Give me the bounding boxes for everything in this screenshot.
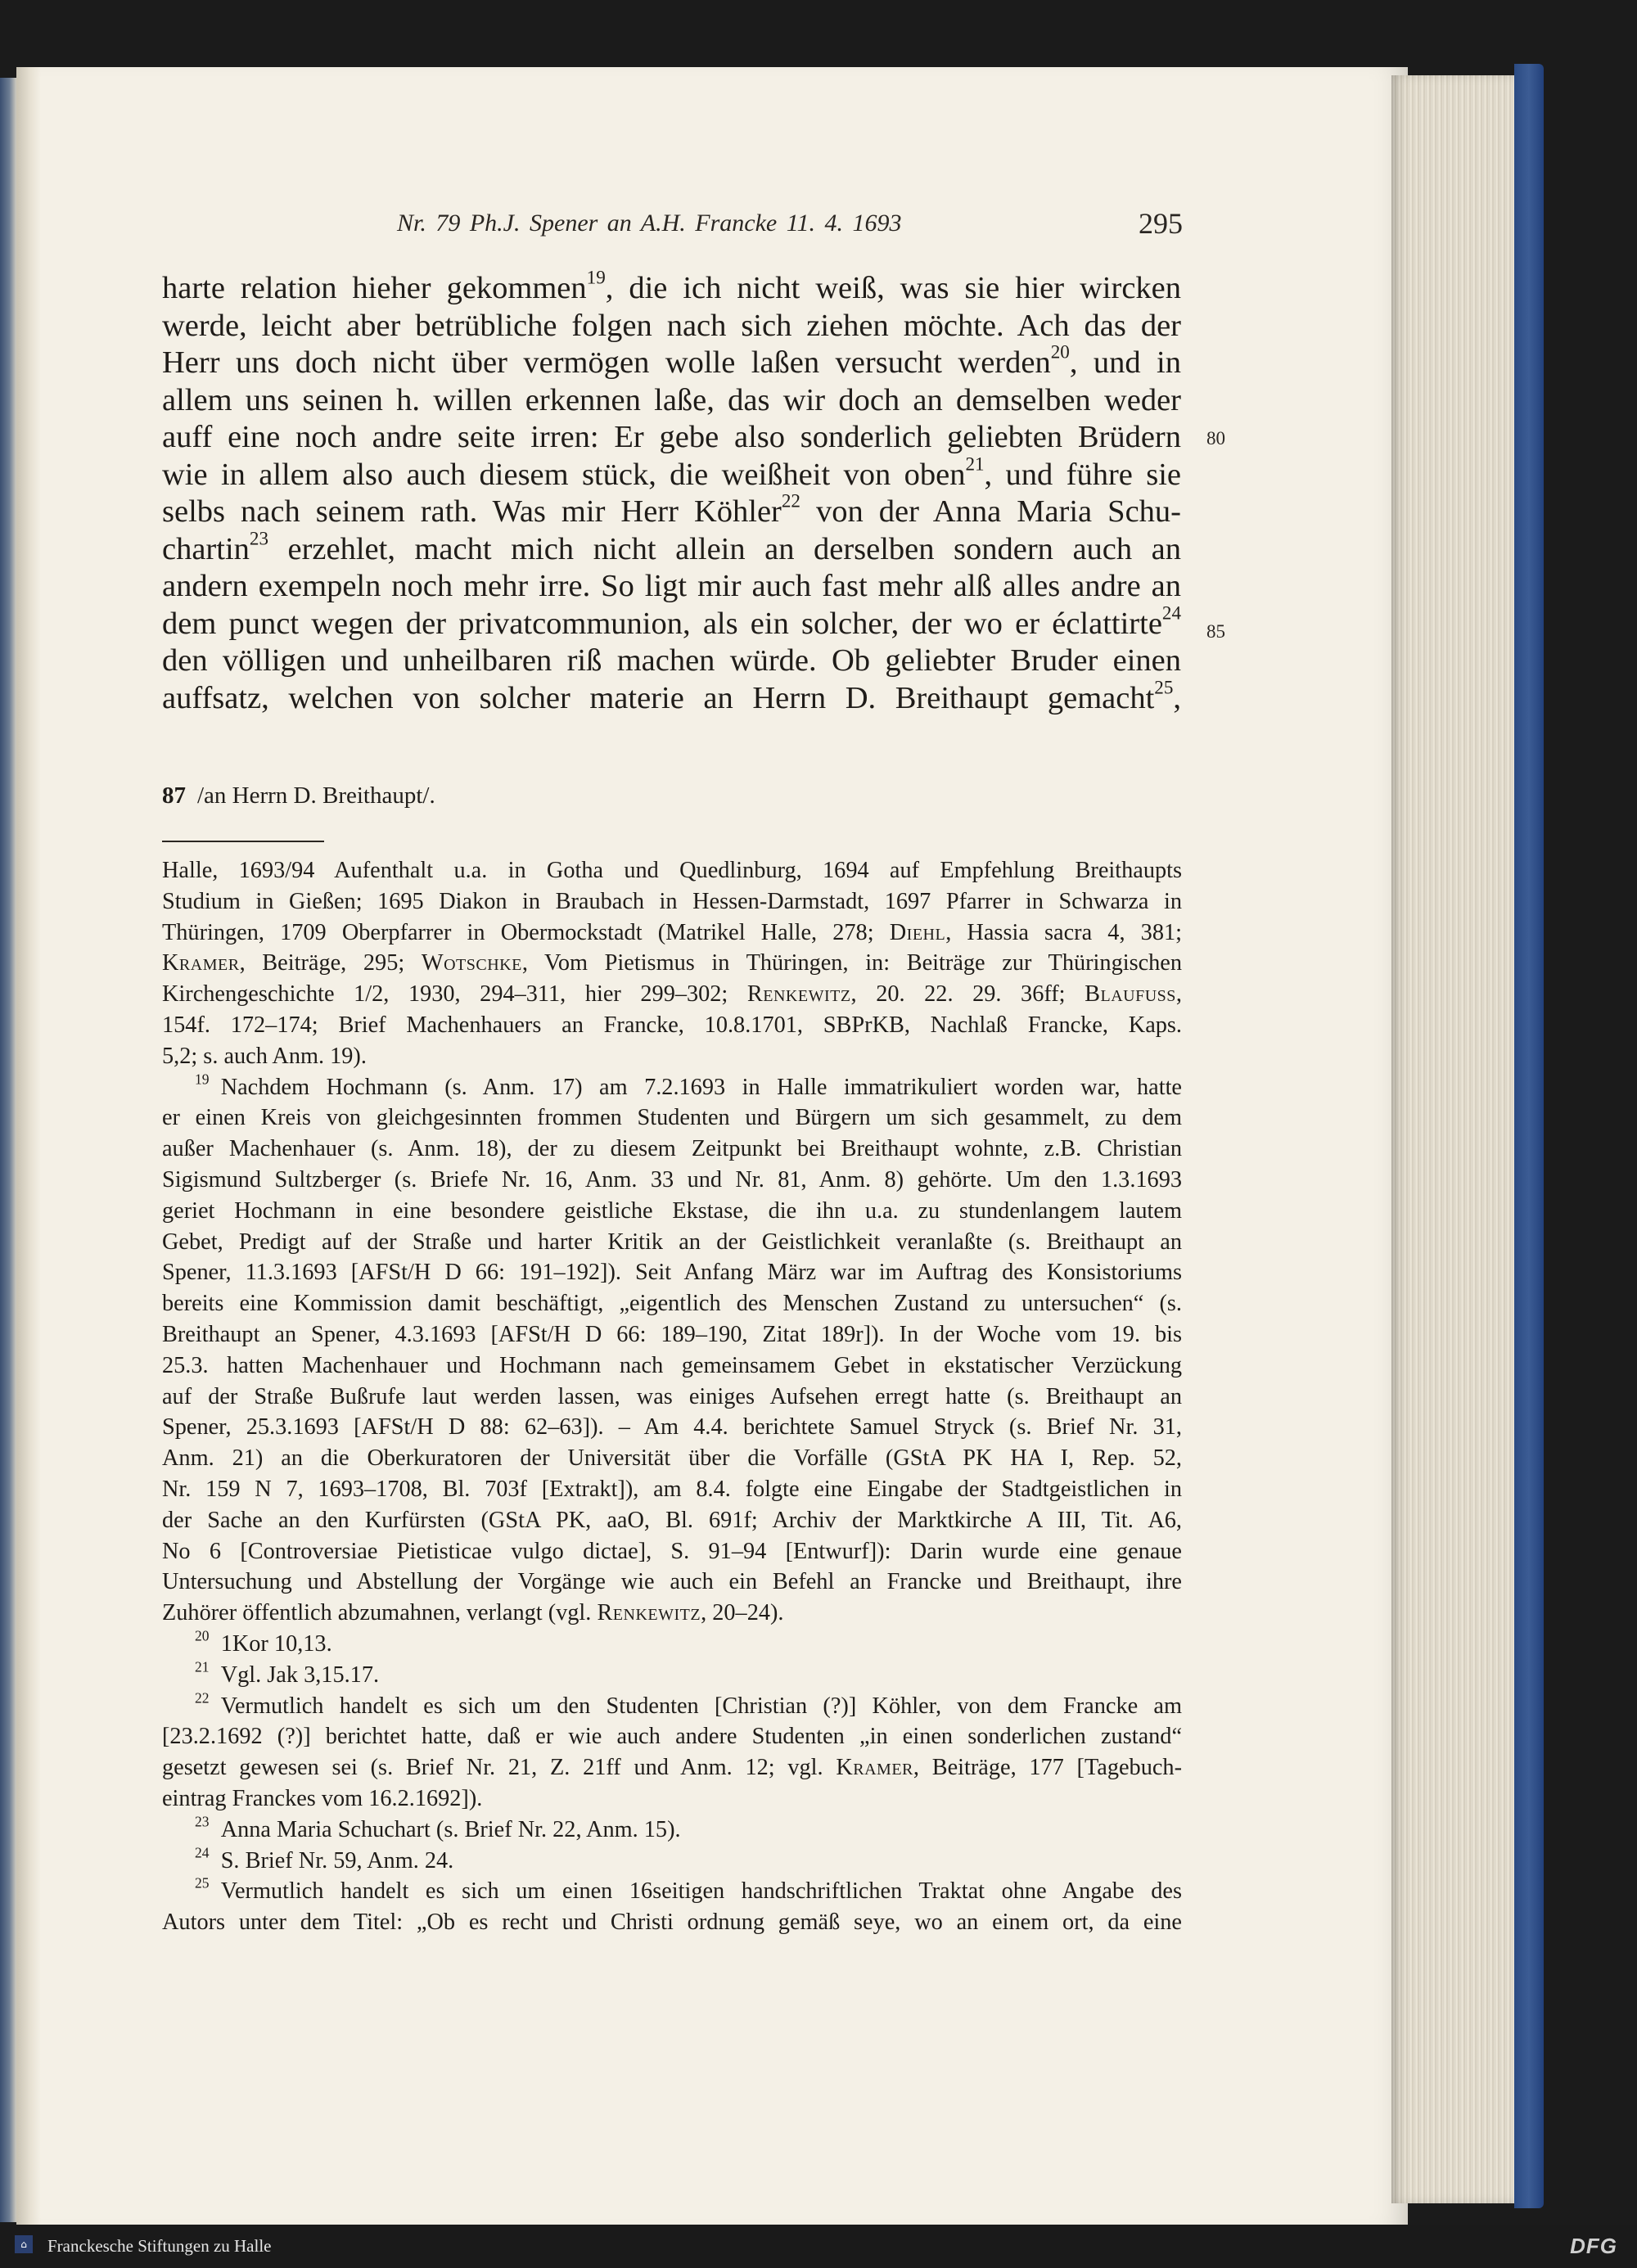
text-line: harte relation hieher gekommen$^{19}$, die ich nicht weiß, was sie hier wircken (162, 266, 1181, 305)
footnote-line: Sigismund Sultzberger (s. Briefe Nr. 16, Anm. 33 und Nr. 81, Anm. 8) gehörte. Um den 1.3.1693 (162, 1166, 1182, 1193)
institution-logo-icon[interactable]: ⌂ (15, 2235, 33, 2253)
footnote-start: $^{19}$ Nachdem Hochmann (s. Anm. 17) am 7.2.1693 in Halle immatrikuliert worden war, hatte (195, 1071, 1182, 1100)
book-cover-right-edge (1514, 64, 1544, 2208)
footnote-line: gesetzt gewesen sei (s. Brief Nr. 21, Z. 21ff und Anm. 12; vgl. Kramer, Beiträge, 177 [Tagebuch- (162, 1755, 1182, 1781)
text-line: allem uns seinen h. willen erkennen laße, das wir doch an demselben weder (162, 382, 1181, 417)
footnote-reference: 22 (781, 489, 800, 512)
page-gutter (16, 67, 41, 2228)
footnote-number: 24 (195, 1844, 210, 1861)
footnotes (162, 855, 1182, 1938)
page-number: 295 (1139, 207, 1183, 240)
footnote-rule (162, 841, 324, 842)
footnote-start: $^{20}$ 1Kor 10,13. (195, 1627, 332, 1657)
text-line: auff eine noch andre seite irren: Er gebe also sonderlich geliebten Brüdern (162, 420, 1181, 454)
text-line: auffsatz, welchen von solcher materie an Herrn D. Breithaupt gemacht$^{25}$, (162, 676, 1181, 715)
footnote-reference: 21 (965, 453, 985, 475)
footnote-line: No 6 [Controversiae Pietisticae vulgo dictae], S. 91–94 [Entwurf]): Darin wurde eine genaue (162, 1538, 1182, 1564)
footnote-line: auf der Straße Bußrufe laut werden lassen, was einiges Aufsehen erregt hatte (s. Breithaupt an (162, 1383, 1182, 1409)
dfg-logo: DFG (1570, 2234, 1617, 2258)
footnote-number: 25 (195, 1875, 210, 1892)
text-line: Herr uns doch nicht über vermögen wolle laßen versucht werden$^{20}$, und in (162, 340, 1181, 380)
footnote-number: 23 (195, 1813, 210, 1830)
footnote-start: $^{21}$ Vgl. Jak 3,15.17. (195, 1658, 380, 1688)
footnote-reference: 23 (249, 527, 268, 549)
footnote-line: eintrag Franckes vom 16.2.1692]). (162, 1785, 483, 1811)
running-title: Nr. 79 Ph.J. Spener an A.H. Francke 11. 4. 1693 (397, 210, 902, 237)
footnote-line: 5,2; s. auch Anm. 19). (162, 1043, 367, 1069)
running-header (164, 206, 1183, 239)
footnote-line: Spener, 11.3.1693 [AFSt/H D 66: 191–192]). Seit Anfang März war im Auftrag des Konsistoriums (162, 1260, 1182, 1286)
footnote-line: Halle, 1693/94 Aufenthalt u.a. in Gotha und Quedlinburg, 1694 auf Empfehlung Breithaupts (162, 858, 1182, 883)
footnote-reference: 19 (586, 266, 606, 288)
footnote-line: Anm. 21) an die Oberkuratoren der Universität über die Vorfälle (GStA PK HA I, Rep. 52, (162, 1445, 1182, 1472)
text-line: dem punct wegen der privatcommunion, als ein solcher, der wo er éclattirte$^{24}$ (162, 602, 1181, 641)
footnote-number: 19 (195, 1071, 210, 1088)
textual-variant (162, 782, 435, 809)
text-line: selbs nach seinem rath. Was mir Herr Köhler$^{22}$ von der Anna Maria Schu- (162, 489, 1181, 529)
line-number-85: 85 (1206, 621, 1225, 642)
footnote-line: Autors unter dem Titel: „Ob es recht und Christi ordnung gemäß seye, wo an einem ort, da eine (162, 1910, 1182, 1936)
footnote-line: geriet Hochmann in eine besondere geistliche Ekstase, die ihn u.a. zu stundenlangem lautem (162, 1197, 1182, 1224)
variant-line-number: 87 (162, 782, 186, 809)
footnote-line: außer Machenhauer (s. Anm. 18), der zu diesem Zeitpunkt bei Breithaupt wohnte, z.B. Christian (162, 1136, 1182, 1162)
footnote-line: Untersuchung und Abstellung der Vorgänge wie auch ein Befehl an Francke und Breithaupt, ihre (162, 1569, 1182, 1595)
footnote-start: $^{25}$ Vermutlich handelt es sich um einen 16seitigen handschriftlichen Traktat ohne Angabe des (195, 1875, 1182, 1905)
footnote-line: [23.2.1692 (?)] berichtet hatte, daß er wie auch andere Studenten „in einen sonderlichen zustand“ (162, 1724, 1182, 1750)
footnote-line: bereits eine Kommission damit beschäftigt, „eigentlich des Menschen Zustand zu untersuchen“ (s. (162, 1291, 1182, 1317)
footnote-start: $^{24}$ S. Brief Nr. 59, Anm. 24. (195, 1844, 454, 1873)
footnote-line: er einen Kreis von gleichgesinnten frommen Studenten und Bürgern um sich gesammelt, zu dem (162, 1105, 1182, 1131)
footnote-start: $^{23}$ Anna Maria Schuchart (s. Brief Nr. 22, Anm. 15). (195, 1813, 681, 1842)
institution-link[interactable]: Franckesche Stiftungen zu Halle (47, 2236, 272, 2256)
text-line: werde, leicht aber betrübliche folgen nach sich ziehen möchte. Ach das der (162, 308, 1181, 343)
letter-body (162, 266, 1181, 717)
footnote-number: 20 (195, 1627, 210, 1644)
footnote-number: 21 (195, 1658, 210, 1675)
footnote-reference: 24 (1161, 602, 1181, 624)
footnote-number: 22 (195, 1689, 210, 1707)
text-line: chartin$^{23}$ erzehlet, macht mich nicht allein an derselben sondern auch an (162, 527, 1181, 566)
footnote-reference: 20 (1050, 340, 1070, 363)
footnote-start: $^{22}$ Vermutlich handelt es sich um den Studenten [Christian (?)] Köhler, von dem Francke am (195, 1689, 1182, 1719)
footnote-line: 25.3. hatten Machenhauer und Hochmann nach gemeinsamem Gebet in ekstatischer Verzückung (162, 1352, 1182, 1378)
variant-text: /an Herrn D. Breithaupt/. (197, 782, 435, 809)
footnote-line: Spener, 25.3.1693 [AFSt/H D 88: 62–63]). – Am 4.4. berichtete Samuel Stryck (s. Brief Nr. 31, (162, 1414, 1182, 1441)
footnote-line: Studium in Gießen; 1695 Diakon in Braubach in Hessen-Darmstadt, 1697 Pfarrer in Schwarza in (162, 888, 1182, 914)
footnote-line: 154f. 172–174; Brief Machenhauers an Francke, 10.8.1701, SBPrKB, Nachlaß Francke, Kaps. (162, 1012, 1182, 1038)
footnote-reference: 25 (1154, 676, 1174, 698)
footnote-line: Thüringen, 1709 Oberpfarrer in Obermockstadt (Matrikel Halle, 278; Diehl, Hassia sacra 4, 381; (162, 919, 1182, 945)
footnote-line: Zuhörer öffentlich abzumahnen, verlangt (vgl. Renkewitz, 20–24). (162, 1600, 784, 1626)
text-line: andern exempeln noch mehr irre. So ligt mir auch fast mehr alß alles andre an (162, 569, 1181, 603)
footnote-line: der Sache an den Kurfürsten (GStA PK, aaO, Bl. 691f; Archiv der Marktkirche A III, Tit. A6, (162, 1507, 1182, 1533)
page-edges (1391, 75, 1514, 2203)
text-line: wie in allem also auch diesem stück, die weißheit von oben$^{21}$, und führe sie (162, 453, 1181, 492)
footnote-line: Breithaupt an Spener, 4.3.1693 [AFSt/H D 66: 189–190, Zitat 189r]). In der Woche vom 19. bis (162, 1321, 1182, 1347)
footnote-line: Nr. 159 N 7, 1693–1708, Bl. 703f [Extrakt]), am 8.4. folgte eine Eingabe der Stadtgeistlichen in (162, 1476, 1182, 1502)
footnote-line: Kirchengeschichte 1/2, 1930, 294–311, hier 299–302; Renkewitz, 20. 22. 29. 36ff; Blaufuss, (162, 981, 1182, 1008)
footnote-line: Gebet, Predigt auf der Straße und harter Kritik an der Geistlichkeit veranlaßte (s. Breithaupt an (162, 1229, 1182, 1255)
footnote-line: Kramer, Beiträge, 295; Wotschke, Vom Pietismus in Thüringen, in: Beiträge zur Thüringischen (162, 950, 1183, 976)
line-number-80: 80 (1206, 428, 1225, 449)
text-line: den völligen und unheilbaren riß machen würde. Ob geliebter Bruder einen (162, 643, 1181, 678)
